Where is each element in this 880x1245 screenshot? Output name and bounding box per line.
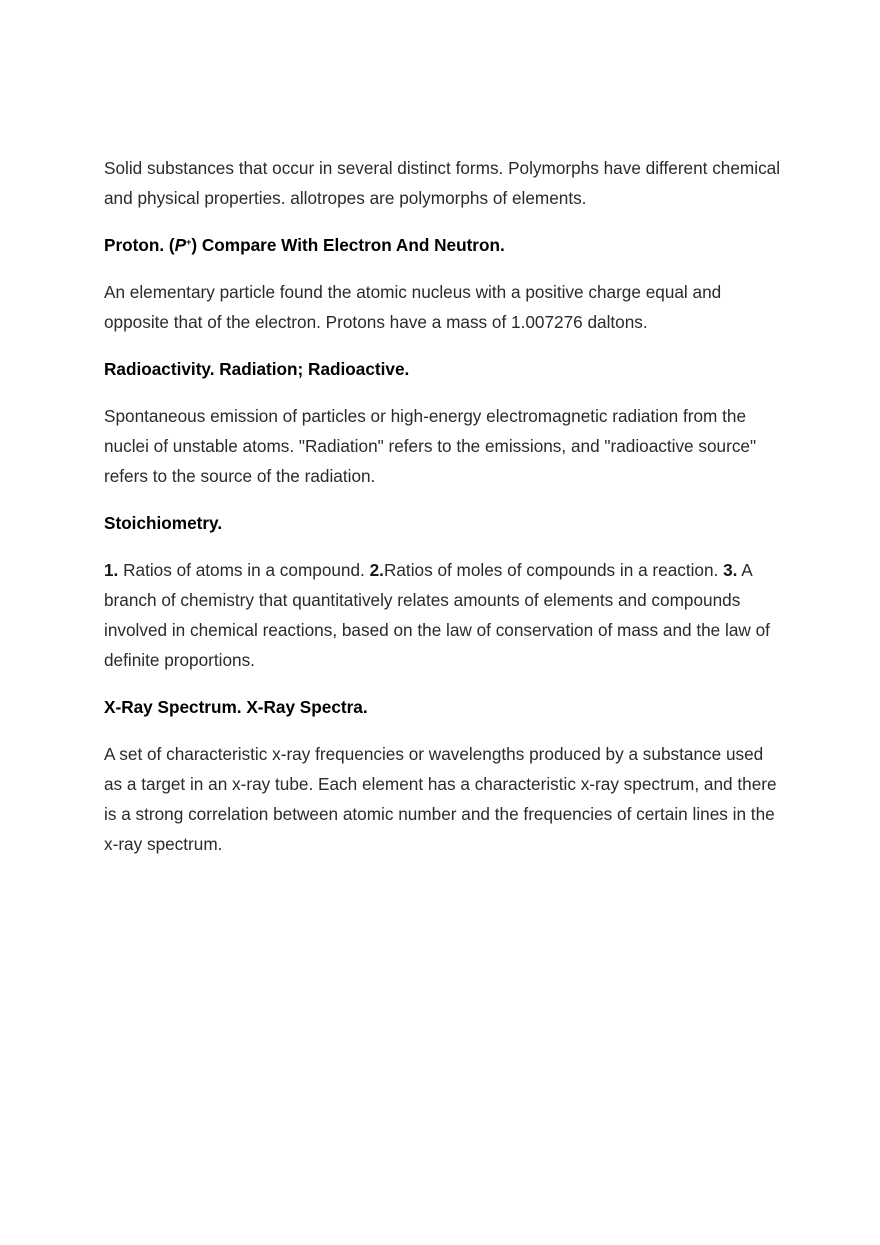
stoichiometry-item-text: Ratios of atoms in a compound. <box>118 560 370 580</box>
stoichiometry-item-number: 3. <box>723 560 738 580</box>
stoichiometry-item-text: A branch of chemistry that quantitatively relates amounts of elements and compounds involved in chemical reactions, based on the law of conservation of mass and the law of definite proportions. <box>104 560 770 670</box>
proton-definition: An elementary particle found the atomic nucleus with a positive charge equal and opposite that of the electron. Protons have a mass of 1.007276 daltons. <box>104 282 722 332</box>
stoichiometry-item-number: 1. <box>104 560 119 580</box>
proton-charge-superscript: + <box>186 237 192 247</box>
polymorph-definition: Solid substances that occur in several distinct forms. Polymorphs have different chemical and physical properties. allotropes are polymorphs of elements. <box>104 158 781 208</box>
xray-spectrum-definition: A set of characteristic x-ray frequencies or wavelengths produced by a substance used as a target in an x-ray tube. Each element has a characteristic x-ray spectrum, and there is a strong correlation between atomic number and the frequencies of certain lines in the x-ray spectrum. <box>104 744 777 854</box>
radioactivity-definition: Spontaneous emission of particles or high-energy electromagnetic radiation from the nuclei of unstable atoms. "Radiation" refers to the emissions, and "radioactive source" refers to the source of the radiation. <box>104 406 757 486</box>
proton-symbol: P <box>174 235 187 255</box>
xray-spectrum-term-heading: X-Ray Spectrum. X-Ray Spectra. <box>104 697 368 717</box>
stoichiometry-term-heading: Stoichiometry. <box>104 513 223 533</box>
stoichiometry-definition <box>104 555 784 675</box>
proton-term-heading <box>104 230 784 260</box>
stoichiometry-item-text: Ratios of moles of compounds in a reaction. <box>383 560 724 580</box>
proton-term-suffix: ) Compare With Electron And Neutron. <box>191 235 505 255</box>
radioactivity-term-heading: Radioactivity. Radiation; Radioactive. <box>104 359 410 379</box>
proton-term-prefix: Proton. ( <box>104 235 175 255</box>
document-page <box>104 153 784 876</box>
stoichiometry-item-number: 2. <box>369 560 384 580</box>
